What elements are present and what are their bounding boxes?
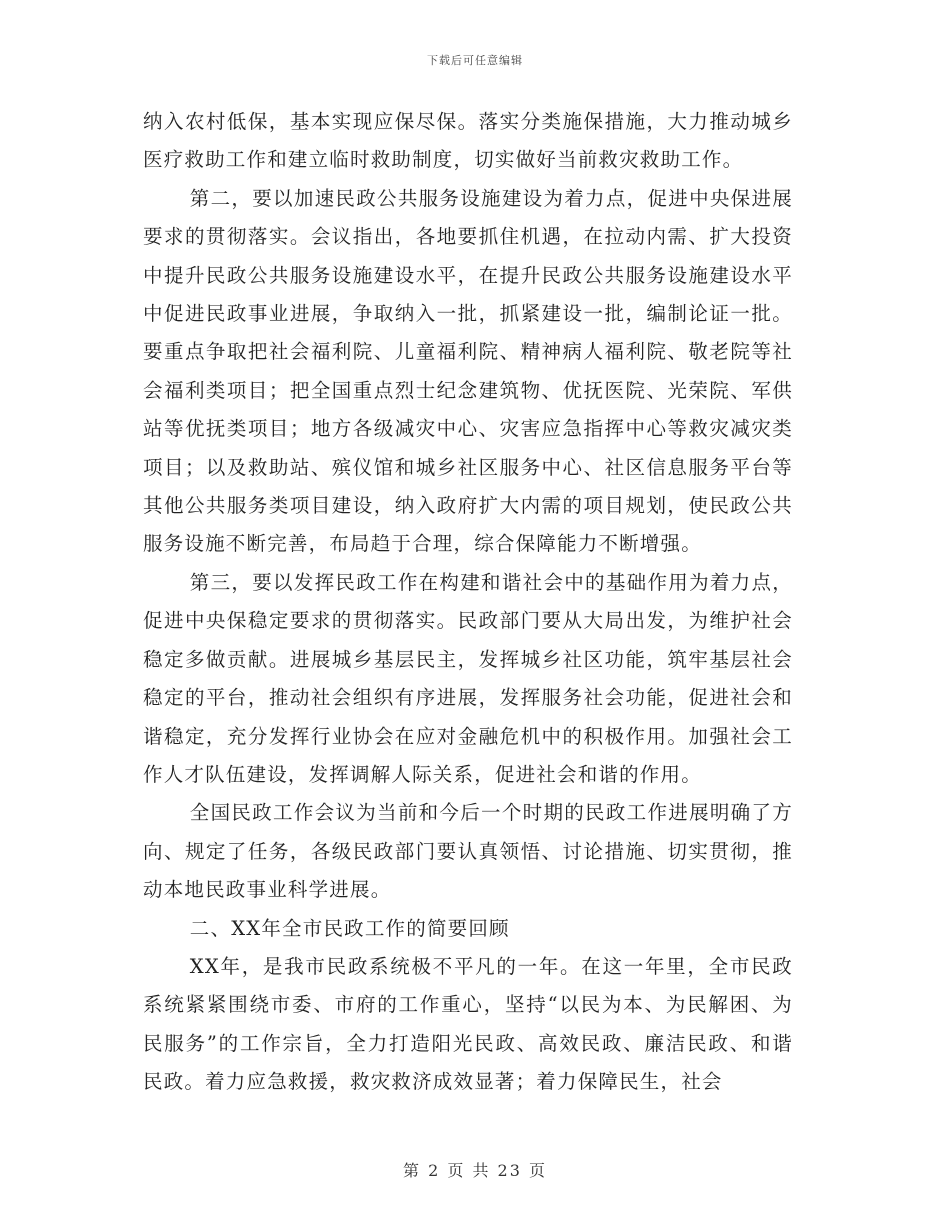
paragraph-1: 纳入农村低保，基本实现应保尽保。落实分类施保措施，大力推动城乡医疗救助工作和建立临时救助制度，切实做好当前救灾救助工作。 bbox=[143, 110, 793, 172]
paragraph-2: 第二，要以加速民政公共服务设施建设为着力点，促进中央保进展要求的贯彻落实。会议指出，各地要抓住机遇，在拉动内需、扩大投资中提升民政公共服务设施建设水平，在提升民政公共服务设施建设水平中促进民政事业进展，争取纳入一批，抓紧建设一批，编制论证一批。要重点争取把社会福利院、儿童福利院、精神病人福利院、敬老院等社会福利类项目；把全国重点烈士纪念建筑物、优抚医院、光荣院、军供站等优抚类项目；地方各级减灾中心、灾害应急指挥中心等救灾减灾类项目；以及救助站、殡仪馆和城乡社区服务中心、社区信息服务平台等其他公共服务类项目建设，纳入政府扩大内需的项目规划，使民政公共服务设施不断完善，布局趋于合理，综合保障能力不断增强。 bbox=[143, 186, 793, 556]
page-header-note: 下载后可任意编辑 bbox=[427, 54, 523, 67]
page-number: 第 2 页 共 23 页 bbox=[403, 1161, 547, 1180]
paragraph-5: XX年，是我市民政系统极不平凡的一年。在这一年里，全市民政系统紧紧围绕市委、市府的工作重心，坚持“以民为本、为民解困、为民服务”的工作宗旨，全力打造阳光民政、高效民政、廉洁民政、和谐民政。着力应急救援，救灾救济成效显著；着力保障民生，社会 bbox=[143, 954, 793, 1094]
paragraph-3: 第三，要以发挥民政工作在构建和谐社会中的基础作用为着力点，促进中央保稳定要求的贯彻落实。民政部门要从大局出发，为维护社会稳定多做贡献。进展城乡基层民主，发挥城乡社区功能，筑牢基层社会稳定的平台，推动社会组织有序进展，发挥服务社会功能，促进社会和谐稳定，充分发挥行业协会在应对金融危机中的积极作用。加强社会工作人才队伍建设，发挥调解人际关系，促进社会和谐的作用。 bbox=[143, 570, 793, 786]
section-heading: 二、XX年全市民政工作的简要回顾 bbox=[189, 916, 510, 940]
paragraph-4: 全国民政工作会议为当前和今后一个时期的民政工作进展明确了方向、规定了任务，各级民政部门要认真领悟、讨论措施、切实贯彻，推动本地民政事业科学进展。 bbox=[143, 801, 793, 902]
document-body bbox=[143, 103, 793, 1102]
